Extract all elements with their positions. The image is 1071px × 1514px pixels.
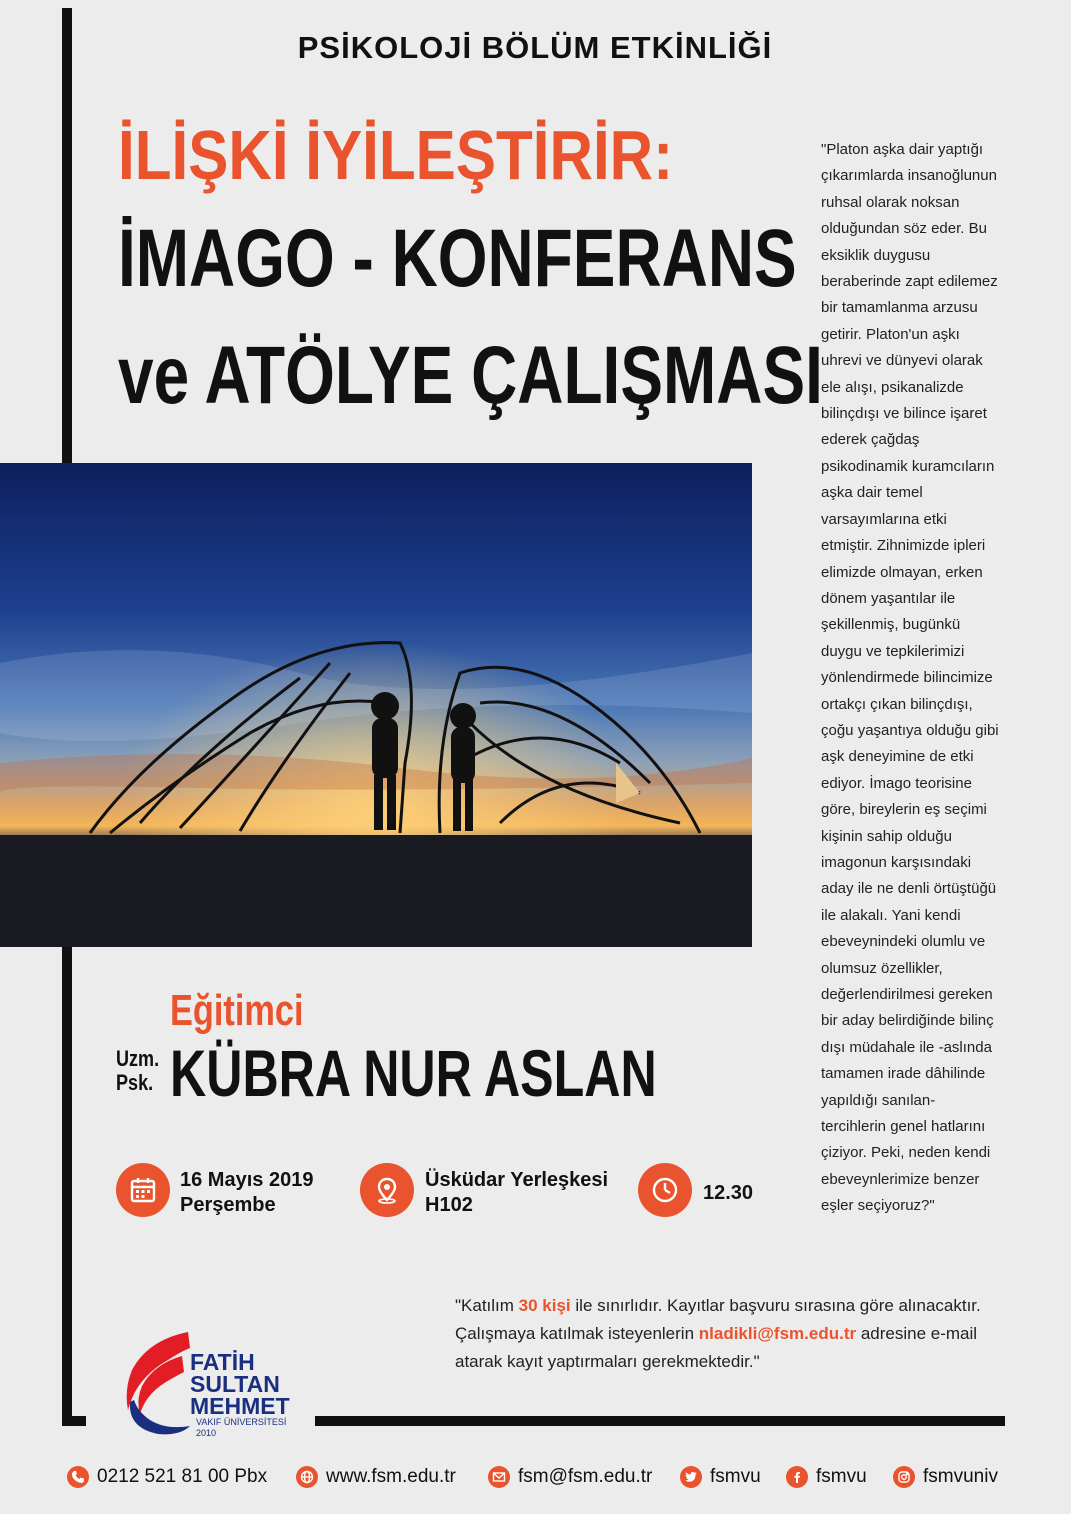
- twitter-handle: fsmvu: [710, 1466, 761, 1487]
- quote-text: [821, 137, 1011, 1220]
- email-address: fsm@fsm.edu.tr: [518, 1466, 653, 1487]
- footer-website[interactable]: [296, 1460, 456, 1494]
- notice-capacity: 30 kişi: [518, 1296, 571, 1315]
- quote-line: bilinçdışı ve bilince işaret: [821, 405, 987, 423]
- footer-twitter[interactable]: [680, 1460, 761, 1494]
- quote-line: aşka dair temel: [821, 484, 923, 502]
- trainer-title-line-1: Uzm.: [116, 1046, 160, 1071]
- title-line-3-rest: ATÖLYE ÇALIŞMASI: [204, 330, 823, 421]
- frame-bottom-line-left: [62, 1416, 86, 1426]
- quote-line: olumsuz özellikler,: [821, 959, 943, 977]
- trainer-title: [116, 1047, 159, 1095]
- quote-line: "Platon aşka dair yaptığı: [821, 141, 984, 158]
- logo-line-1: FATİH: [190, 1349, 255, 1375]
- title-line-3: [118, 330, 823, 421]
- quote-line: dışı müdahale ile -aslında: [821, 1038, 992, 1056]
- event-location: [425, 1168, 608, 1218]
- quote-line: çoğu yaşantıya olduğu gibi: [821, 721, 999, 739]
- title-ve: ve: [118, 330, 190, 421]
- department-heading: PSİKOLOJİ BÖLÜM ETKİNLİĞİ: [297, 30, 773, 65]
- instagram-icon: [893, 1466, 915, 1488]
- quote-line: tercihlerin genel hatlarını: [821, 1118, 986, 1136]
- logo-line-2: SULTAN: [190, 1371, 280, 1397]
- quote-line: bir aday belirdiğinde bilinç: [821, 1012, 994, 1030]
- quote-line: göre, bireylerin eş seçimi: [821, 801, 987, 819]
- mail-icon: [488, 1466, 510, 1488]
- quote-line: değerlendirilmesi gereken: [821, 986, 993, 1003]
- quote-line: ile alakalı. Yani kendi: [821, 906, 961, 924]
- university-logo-text: [190, 1351, 290, 1417]
- quote-line: uhrevi ve dünyevi olarak: [821, 352, 983, 370]
- instagram-handle: fsmvuniv: [923, 1466, 998, 1487]
- frame-bottom-line-right: [315, 1416, 1005, 1426]
- sculpture-photo: [0, 463, 752, 947]
- footer-facebook[interactable]: [786, 1460, 867, 1494]
- logo-line-3: MEHMET: [190, 1393, 290, 1419]
- event-date-line-1: 16 Mayıs 2019: [180, 1169, 314, 1191]
- quote-line: yapıldığı sanılan-: [821, 1091, 936, 1109]
- notice-email-link[interactable]: nladikli@fsm.edu.tr: [698, 1324, 857, 1343]
- university-logo-subtitle: [196, 1417, 286, 1439]
- footer-phone[interactable]: [67, 1460, 267, 1494]
- quote-line: varsayımlarına etki: [821, 510, 947, 528]
- trainer-title-line-2: Psk.: [116, 1070, 154, 1095]
- event-room: H102: [425, 1194, 473, 1216]
- quote-line: dönem yaşantılar ile: [821, 589, 956, 607]
- quote-line: psikodinamik kuramcıların: [821, 457, 995, 475]
- registration-notice: [455, 1292, 1015, 1376]
- quote-line: elimizde olmayan, erken: [821, 563, 983, 581]
- facebook-icon: [786, 1466, 808, 1488]
- university-logo-icon: [118, 1330, 198, 1438]
- quote-line: olduğundan söz eder. Bu: [821, 220, 987, 238]
- quote-line: bir tamamlanma arzusu: [821, 299, 978, 317]
- quote-line: imagonun karşısındaki: [821, 853, 972, 871]
- footer-email[interactable]: [488, 1460, 652, 1494]
- event-time: 12.30: [703, 1182, 754, 1204]
- quote-line: getirir. Platon'un aşkı: [821, 325, 960, 343]
- location-pin-icon: [360, 1163, 414, 1217]
- quote-line: tamamen irade dâhilinde: [821, 1065, 986, 1083]
- quote-line: çıkarımlarda insanoğlunun: [821, 167, 997, 185]
- quote-line: ortakçı çıkan bilinçdışı,: [821, 695, 973, 713]
- event-day: Perşembe: [180, 1194, 276, 1216]
- quote-line: eksiklik duygusu: [821, 246, 931, 264]
- trainer-name: KÜBRA NUR ASLAN: [170, 1036, 657, 1110]
- quote-line: ruhsal olarak noksan: [821, 193, 960, 211]
- event-date: [180, 1168, 313, 1218]
- phone-number: 0212 521 81 00 Pbx: [97, 1466, 268, 1487]
- event-location-line-1: Üsküdar Yerleşkesi: [425, 1169, 609, 1191]
- quote-line: aday ile ne denli örtüştüğü: [821, 880, 997, 898]
- quote-line: kişinin sahip olduğu: [821, 827, 952, 845]
- title-line-1: İLİŞKİ İYİLEŞTİRİR:: [118, 116, 674, 194]
- twitter-icon: [680, 1466, 702, 1488]
- phone-icon: [67, 1466, 89, 1488]
- quote-line: çiziyor. Peki, neden kendi: [821, 1144, 991, 1162]
- quote-line: şekillenmiş, bugünkü: [821, 616, 961, 634]
- clock-icon: [638, 1163, 692, 1217]
- footer-instagram[interactable]: [893, 1460, 998, 1494]
- calendar-icon: [116, 1163, 170, 1217]
- quote-line: ele alışı, psikanalizde: [821, 378, 964, 396]
- quote-line: ebeveynindeki olumlu ve: [821, 933, 986, 951]
- logo-sub-line-2: 2010: [196, 1428, 217, 1438]
- facebook-handle: fsmvu: [816, 1466, 867, 1487]
- quote-line: ebeveynlerimize benzer: [821, 1170, 980, 1188]
- logo-sub-line-1: VAKIF ÜNİVERSİTESİ: [196, 1417, 287, 1427]
- globe-icon: [296, 1466, 318, 1488]
- notice-part-1: "Katılım: [455, 1296, 519, 1315]
- trainer-label: Eğitimci: [170, 986, 304, 1035]
- quote-line: aşk deneyimine de etki: [821, 748, 974, 766]
- quote-line: beraberinde zapt edilemez: [821, 273, 998, 291]
- quote-line: ederek çağdaş: [821, 431, 920, 449]
- quote-line: eşler seçiyoruz?": [821, 1197, 935, 1215]
- notice-part-5: adresine e-mail atarak kayıt yaptırmaları gerekmektedir.": [455, 1324, 978, 1371]
- quote-line: duygu ve tepkilerimizi: [821, 642, 965, 660]
- quote-line: etmiştir. Zihnimizde ipleri: [821, 537, 986, 555]
- notice-part-3: ile sınırlıdır. Kayıtlar başvuru sırasına göre alınacaktır. Çalışmaya katılmak isteyenlerin: [455, 1296, 981, 1343]
- quote-line: ediyor. İmago teorisine: [821, 774, 972, 792]
- title-line-2: İMAGO - KONFERANS: [118, 213, 797, 304]
- website-url: www.fsm.edu.tr: [326, 1466, 456, 1487]
- quote-line: yönlendirmede bilincimize: [821, 669, 993, 687]
